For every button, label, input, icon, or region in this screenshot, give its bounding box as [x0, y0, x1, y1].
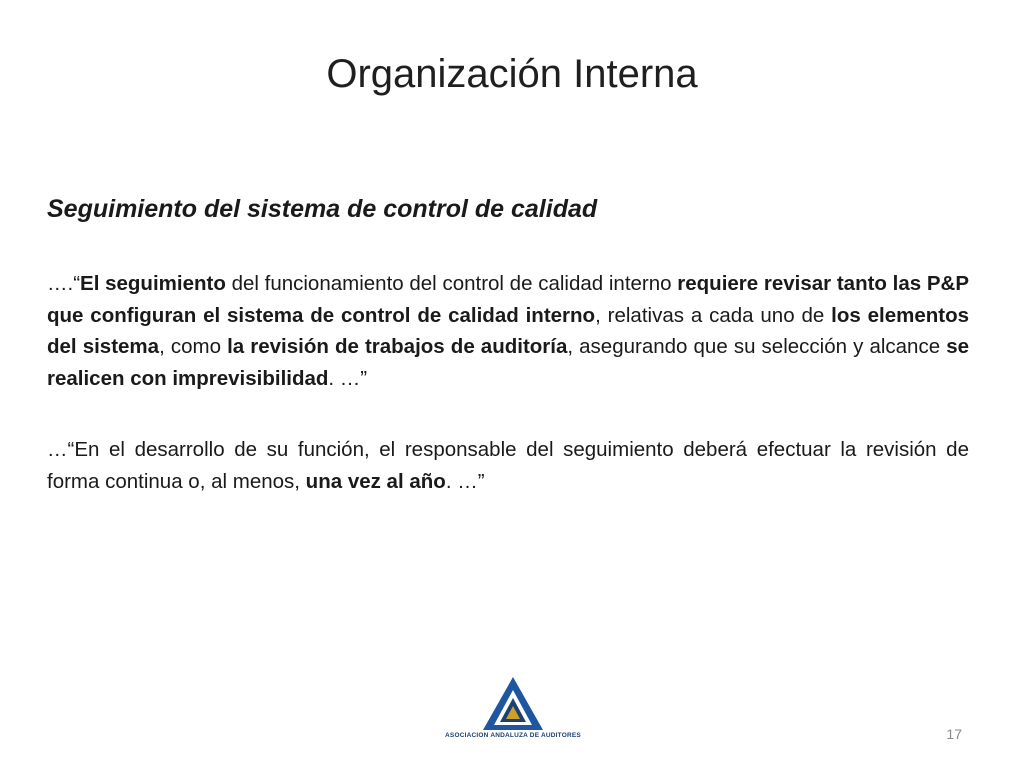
quote-paragraph-1 [47, 268, 969, 394]
emphasis-text: los elementos del sistema [47, 303, 969, 358]
association-logo [438, 676, 588, 742]
text-run: , asegurando que su selección y alcance [567, 335, 947, 358]
logo-caption: ASOCIACION ANDALUZA DE AUDITORES [445, 732, 581, 739]
emphasis-text: El seguimiento [80, 272, 226, 295]
text-run: del funcionamiento del control de calidad interno [225, 272, 678, 295]
text-run: . …” [445, 469, 485, 493]
text-run: …“En el desarrollo de su función, el responsable del seguimiento deberá efectuar la revisión de forma continua o, al menos, [47, 438, 969, 493]
slide-title: Organización Interna [326, 52, 698, 96]
text-run: , como [159, 335, 228, 358]
slide-subtitle: Seguimiento del sistema de control de calidad [47, 195, 598, 223]
text-run: ….“ [47, 272, 81, 295]
page-number: 17 [946, 726, 962, 742]
quote-paragraph-2 [47, 434, 969, 497]
text-run: , relativas a cada uno de [595, 303, 832, 327]
emphasis-text: una vez al año [305, 469, 446, 493]
emphasis-text: requiere revisar tanto las P&P que configuran el sistema de control de calidad interno [47, 272, 970, 327]
triangle-logo-icon [482, 676, 544, 732]
emphasis-text: la revisión de trabajos de auditoría [227, 335, 568, 358]
text-run: . …” [328, 366, 368, 390]
emphasis-text: se realicen con imprevisibilidad [47, 335, 969, 390]
